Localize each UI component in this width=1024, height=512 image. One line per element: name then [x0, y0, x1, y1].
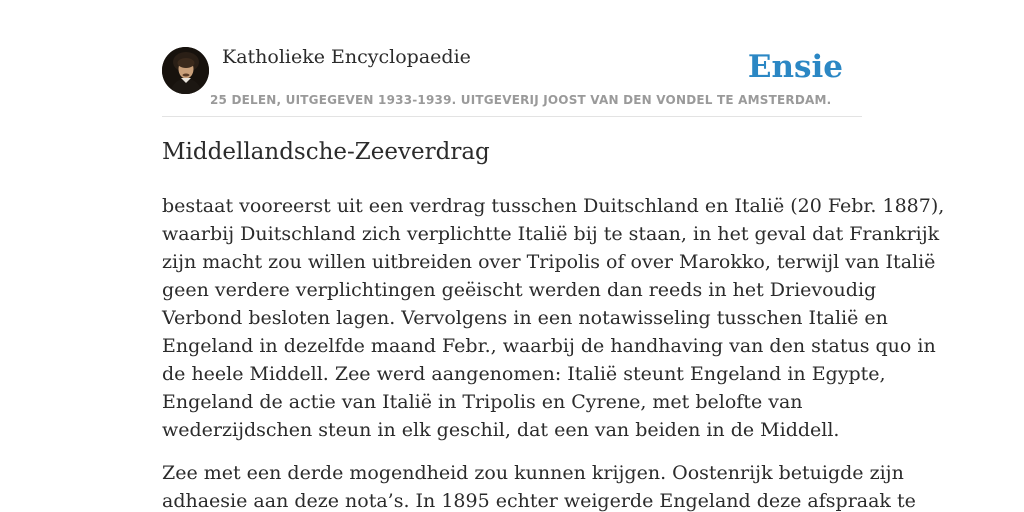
text-line: Zee met een derde mogendheid zou kunnen krijgen. Oostenrijk betuigde zijn — [162, 462, 904, 484]
source-header — [162, 44, 862, 117]
text-line: Verbond besloten lagen. Vervolgens in een notawisseling tusschen Italië en — [162, 307, 888, 329]
text-line: geen verdere verplichtingen geëischt werden dan reeds in het Drievoudig — [162, 279, 877, 301]
text-line: zijn macht zou willen uitbreiden over Tripolis of over Marokko, terwijl van Italië — [162, 251, 936, 273]
article-body — [162, 192, 945, 512]
text-line: de heele Middell. Zee werd aangenomen: Italië steunt Engeland in Egypte, — [162, 363, 886, 385]
text-line: waarbij Duitschland zich verplichtte Italië bij te staan, in het geval dat Frankrijk — [162, 223, 940, 245]
text-line: bestaat vooreerst uit een verdrag tusschen Duitschland en Italië (20 Febr. 1887), — [162, 195, 945, 217]
text-line: adhaesie aan deze nota’s. In 1895 echter weigerde Engeland deze afspraak te — [162, 490, 916, 512]
paragraph-2 — [162, 459, 916, 512]
text-line: Engeland de actie van Italië in Tripolis en Cyrene, met belofte van — [162, 391, 803, 413]
article-title: Middellandsche-Zeeverdrag — [162, 139, 490, 165]
paragraph-gap — [162, 444, 862, 459]
paragraph-1 — [162, 192, 945, 444]
portrait-avatar-icon[interactable] — [162, 47, 209, 94]
text-line: Engeland in dezelfde maand Febr., waarbij de handhaving van den status quo in — [162, 335, 936, 357]
source-title[interactable]: Katholieke Encyclopaedie — [222, 46, 471, 68]
text-line: wederzijdschen steun in elk geschil, dat een van beiden in de Middell. — [162, 419, 840, 441]
ensie-logo-link[interactable]: Ensie — [747, 49, 843, 85]
source-meta: 25 DELEN, UITGEGEVEN 1933-1939. UITGEVERIJ JOOST VAN DEN VONDEL TE AMSTERDAM. — [210, 93, 832, 107]
